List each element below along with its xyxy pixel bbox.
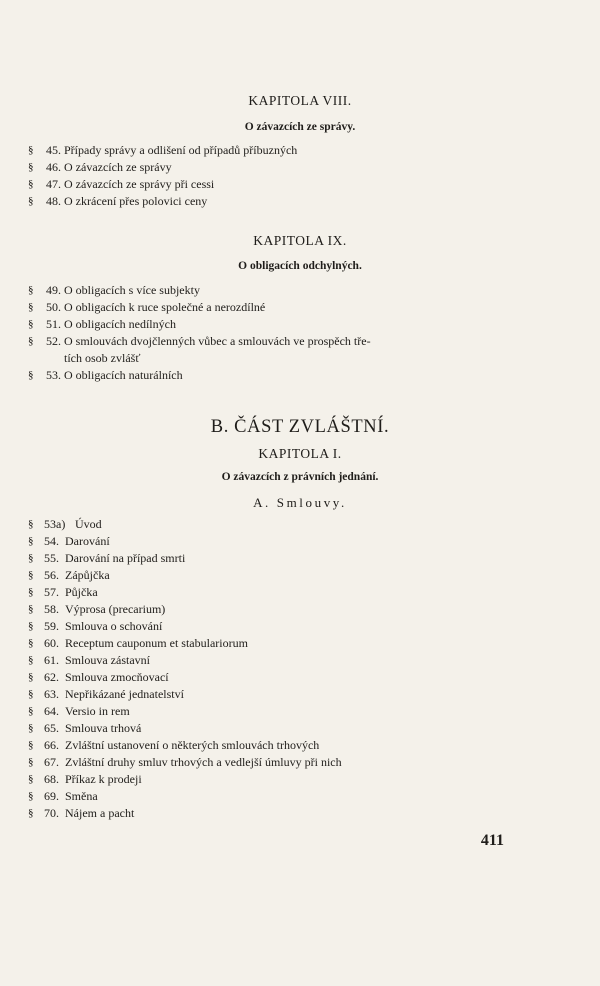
entry-number: 61. — [44, 653, 59, 667]
entry-number: 55. — [44, 551, 59, 565]
chapter-8-title: KAPITOLA VIII. — [248, 93, 352, 108]
section-sign: § — [28, 756, 34, 768]
entry-number: 62. — [44, 670, 59, 684]
section-sign: § — [28, 620, 34, 632]
entry-title: Zvláštní ustanovení o některých smlouvách trhových — [65, 737, 322, 753]
entry-number: 68. — [44, 772, 59, 786]
section-sign: § — [28, 284, 34, 296]
entry-title: O obligacích s více subjekty — [64, 282, 203, 298]
section-a-title: A. Smlouvy. — [253, 495, 347, 510]
entry-title: Příkaz k prodeji — [65, 771, 145, 787]
section-sign: § — [28, 807, 34, 819]
section-sign: § — [28, 739, 34, 751]
chapter-8-subtitle: O závazcích ze správy. — [244, 121, 356, 133]
entry-title: Zvláštní druhy smluv trhových a vedlejší úmluvy při nich — [65, 754, 345, 770]
entry-number: 60. — [44, 636, 59, 650]
section-sign: § — [28, 195, 34, 207]
entry-number: 51. — [46, 317, 61, 331]
entry-title: Nepřikázané jednatelství — [65, 686, 187, 702]
entry-number: 50. — [46, 300, 61, 314]
entry-title: Půjčka — [65, 584, 101, 600]
section-sign: § — [28, 369, 34, 381]
entry-number: 49. — [46, 283, 61, 297]
entry-title: Výprosa (precarium) — [65, 601, 168, 617]
section-sign: § — [28, 552, 34, 564]
chapter-9-subtitle: O obligacích odchylných. — [238, 260, 362, 272]
entry-title: O závazcích ze správy — [64, 159, 175, 175]
entry-number: 46. — [46, 160, 61, 174]
section-sign: § — [28, 790, 34, 802]
section-sign: § — [28, 335, 34, 347]
section-sign: § — [28, 688, 34, 700]
part-b-chapter-subtitle: O závazcích z právních jednání. — [221, 471, 379, 483]
section-sign: § — [28, 637, 34, 649]
entry-number: 65. — [44, 721, 59, 735]
section-sign: § — [28, 535, 34, 547]
entry-title: O zkrácení přes polovici ceny — [64, 193, 210, 209]
section-sign: § — [28, 301, 34, 313]
entry-number: 48. — [46, 194, 61, 208]
entry-title: Případy správy a odlišení od případů příbuzných — [64, 142, 300, 158]
entry-number: 45. — [46, 143, 61, 157]
entry-title: Smlouva o schování — [65, 618, 165, 634]
entry-number: 53. — [46, 368, 61, 382]
entry-title: Darování na případ smrti — [65, 550, 188, 566]
entry-number: 64. — [44, 704, 59, 718]
entry-title: Smlouva trhová — [65, 720, 144, 736]
section-sign: § — [28, 178, 34, 190]
entry-number: 58. — [44, 602, 59, 616]
section-sign: § — [28, 671, 34, 683]
entry-number: 59. — [44, 619, 59, 633]
entry-title: Smlouva zástavní — [65, 652, 153, 668]
section-sign: § — [28, 586, 34, 598]
entry-title: Zápůjčka — [65, 567, 113, 583]
entry-title: O obligacích k ruce společné a nerozdílné — [64, 299, 268, 315]
section-sign: § — [28, 518, 34, 530]
entry-number: 56. — [44, 568, 59, 582]
section-sign: § — [28, 161, 34, 173]
chapter-9-title: KAPITOLA IX. — [253, 233, 347, 248]
entry-number: 63. — [44, 687, 59, 701]
entry-number: 47. — [46, 177, 61, 191]
entry-number: 54. — [44, 534, 59, 548]
section-sign: § — [28, 603, 34, 615]
entry-number: 57. — [44, 585, 59, 599]
section-sign: § — [28, 773, 34, 785]
part-b-title: B. ČÁST ZVLÁŠTNÍ. — [210, 417, 390, 437]
entry-title: Darování — [65, 533, 113, 549]
entry-title: Nájem a pacht — [65, 805, 137, 821]
entry-title: O obligacích nedílných — [64, 316, 179, 332]
section-sign: § — [28, 144, 34, 156]
entry-number: 53a) — [44, 517, 66, 531]
section-sign: § — [28, 722, 34, 734]
entry-title: Úvod — [75, 516, 105, 532]
section-sign: § — [28, 569, 34, 581]
entry-number: 67. — [44, 755, 59, 769]
entry-title: O smlouvách dvojčlenných vůbec a smlouvách ve prospěch tře- — [64, 333, 374, 349]
section-sign: § — [28, 654, 34, 666]
entry-title: Směna — [65, 788, 101, 804]
entry-title: O závazcích ze správy při cessi — [64, 176, 217, 192]
entry-number: 70. — [44, 806, 59, 820]
entry-title: Receptum cauponum et stabulariorum — [65, 635, 251, 651]
part-b-chapter-title: KAPITOLA I. — [258, 446, 342, 461]
entry-number: 52. — [46, 334, 61, 348]
section-sign: § — [28, 705, 34, 717]
entry-title: Versio in rem — [65, 703, 133, 719]
page-number: 411 — [480, 832, 504, 849]
entry-title: Smlouva zmocňovací — [65, 669, 172, 685]
entry-number: 69. — [44, 789, 59, 803]
entry-number: 66. — [44, 738, 59, 752]
entry-title-continuation: tích osob zvlášť — [64, 350, 143, 366]
section-sign: § — [28, 318, 34, 330]
entry-title: O obligacích naturálních — [64, 367, 186, 383]
